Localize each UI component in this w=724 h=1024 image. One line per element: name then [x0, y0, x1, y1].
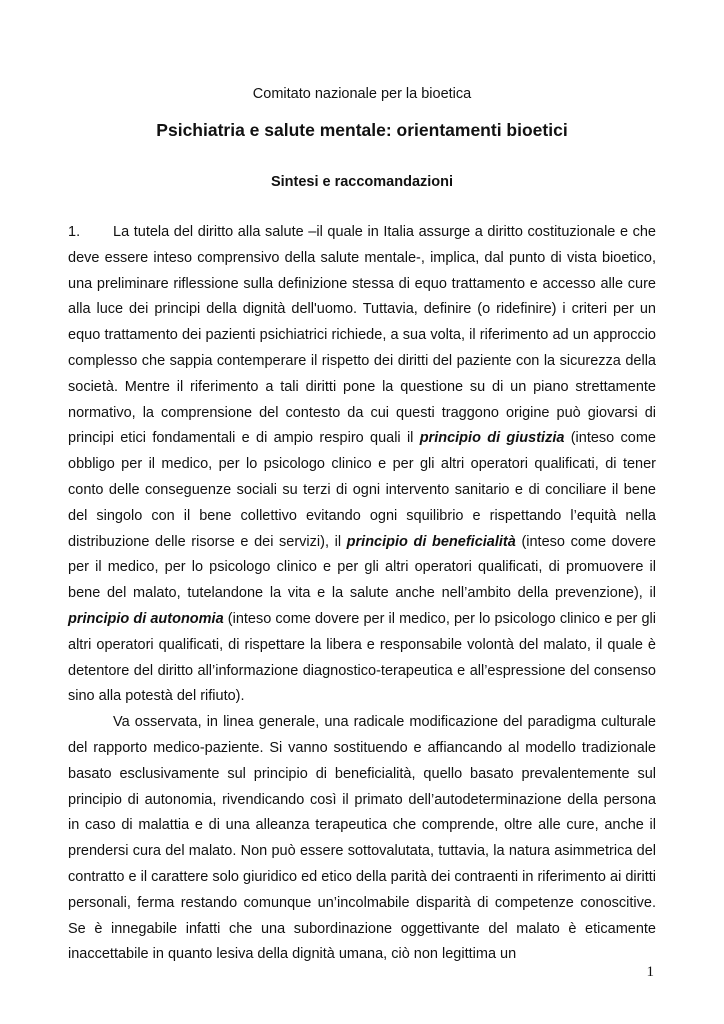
page-number: 1 — [646, 964, 654, 980]
paragraph-1-text-c: (inteso come dovere per il medico, per lo psicologo clinico e per gli altri operatori qualificati, di promuovere il bene del malato, tutelandone la vita e la salute anche nell’ambito della prevenzione), il — [68, 533, 656, 602]
paragraph-1-text-b: (inteso come obbligo per il medico, per lo psicologo clinico e per gli altri operatori qualificati, di tener conto delle conseguenze sociali su terzi di ogni intervento sanitario e di conciliare il bene del singolo con il bene collettivo evitando ogni squilibrio e rispettando l’equità nella distribuzione delle risorse e dei servizi), il — [68, 430, 657, 550]
paragraph-number: 1. — [68, 224, 81, 240]
paragraph-1-text-a: La tutela del diritto alla salute –il quale in Italia assurge a diritto costituzionale e che deve essere inteso comprensivo della salute mentale-, implica, dal punto di vista bioetico, una preliminare riflessione sulla definizione stessa di equo trattamento e accesso alle cure alla luce dei principi della dignità dell'uomo. Tuttavia, definire (o ridefinire) i criteri per un equo trattamento dei pazienti psichiatrici richiede, a sua volta, il riferimento ad un approccio complesso che sappia contemperare il rispetto dei diritti del paziente con la sicurezza della società. Mentre il riferimento a tali diritti pone la questione su di un piano strettamente normativo, la comprensione del contesto da cui questi traggono origine può giovarsi di principi etici fondamentali e di ampio respiro quali il — [68, 224, 656, 447]
emphasis-principio-giustizia: principio di giustizia — [419, 430, 565, 447]
body-text — [68, 220, 656, 968]
document-header: Comitato nazionale per la bioetica — [252, 86, 472, 102]
section-subtitle: Sintesi e raccomandazioni — [270, 174, 454, 190]
paragraph-2: Va osservata, in linea generale, una radicale modificazione del paradigma culturale del rapporto medico-paziente. Si vanno sostituendo e affiancando al modello tradizionale basato esclusivamente sul principio di beneficialità, quello basato prevalentemente sul principio di autonomia, rivendicando così il primato dell’autodeterminazione della persona in caso di malattia e di una alleanza terapeutica che comprende, oltre alle cure, anche il prendersi cura del malato. Non può essere sottovalutata, tuttavia, la natura asimmetrica del contratto e il carattere solo giuridico ed etico della parità dei contraenti in riferimento ai diritti personali, ferma restando comunque un’incolmabile disparità di competenze conoscitive. Se è innegabile infatti che una subordinazione oggettivante del malato è eticamente inaccettabile in quanto lesiva della dignità umana, ciò non legittima un — [68, 714, 656, 963]
emphasis-principio-beneficialita: principio di beneficialità — [346, 533, 516, 550]
document-title: Psichiatria e salute mentale: orientamenti bioetici — [156, 120, 568, 140]
paragraph-1 — [68, 220, 656, 710]
paragraph-1-text-d: (inteso come dovere per il medico, per lo psicologo clinico e per gli altri operatori qualificati, di rispettare la libera e responsabile volontà del malato, il quale è detentore del diritto all’informazione diagnostico-terapeutica e all’espressione del consenso sino alla potestà del rifiuto). — [68, 610, 656, 705]
emphasis-principio-autonomia: principio di autonomia — [68, 610, 224, 627]
